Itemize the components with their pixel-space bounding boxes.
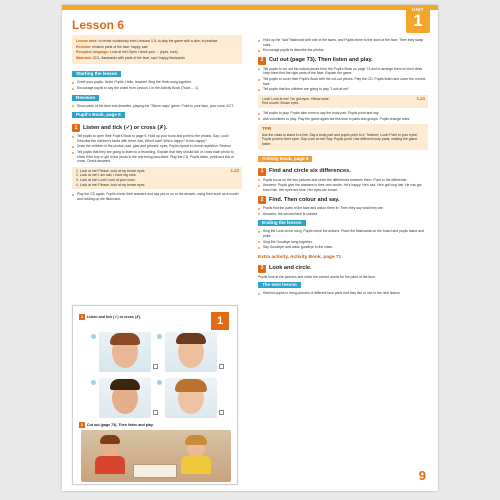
exercise-title: Listen and tick (✓) or cross (✗). — [83, 124, 168, 131]
bullet-item: Pupils find the parts of the face and colour them in. Then they say what they are. — [258, 206, 428, 211]
lesson-aims-box — [72, 35, 242, 64]
bullet-item: Encourage pupils to describe the photos. — [258, 48, 428, 53]
right-column — [258, 37, 428, 297]
page-number: 9 — [418, 468, 426, 483]
number-marker — [91, 334, 96, 339]
exercise-title: Look and circle. — [269, 265, 312, 272]
child-photo — [165, 378, 217, 418]
bullet-item: Tell pupils to play. Pupils take turns to say the body part. Pupils point and say. — [258, 111, 428, 116]
extra-activity-heading: Extra activity, Activity Book, page 71 — [258, 254, 342, 260]
bullet-item: Answers: the second face is colored. — [258, 212, 428, 217]
aim-line: Lesson aims: to revise vocabulary from Lessons 1-5; to play the game with a dice; to practise — [76, 39, 218, 43]
track-number: 1.23 — [230, 167, 239, 173]
answer-box — [153, 410, 158, 415]
exercise-heading — [258, 168, 428, 176]
bullet-item: Sing the Look at me song. Pupils mime the actions. Place the flashcards on the board and pupils stand and point. — [258, 229, 428, 238]
starting-lesson-heading: Starting the lesson — [72, 71, 121, 77]
thumbnail-mini-number: 1 — [81, 315, 83, 319]
answer-box — [153, 364, 158, 369]
child-body — [181, 456, 211, 474]
bullet-item: Tell pupils to cover their Pupil's Book with the cut-out pieces. Play the CD. Pupils listen and cover the correct face. — [258, 77, 428, 86]
thumbnail-mini-number: 2 — [81, 423, 83, 427]
tpr-heading: TPR — [262, 126, 272, 132]
left-column — [72, 17, 242, 202]
bullet-item: Tell pupils to open their Pupil's Book to page 9. Hold up your book and point to the photos. Say, Look! Describe the children's faces with them. Ask, Who's sad? Who's happy? Is this happy? — [72, 134, 242, 143]
bullet-item: Encourage pupils to say the chant from Lesson 1 in the Activity Book (Track ... 1). — [72, 86, 242, 91]
next-lesson-heading: The next lesson — [258, 282, 301, 288]
bullet-item: Play the CD again. Pupils check their answers and say yes or no to the answer, using their book as a model and holding up the flashcard. — [72, 192, 242, 201]
number-marker — [91, 380, 96, 385]
child-hair — [185, 435, 207, 445]
bullet-item: Pupils focus on the two pictures and circle the differences between them. Point to the difference. — [258, 178, 428, 183]
audioscript-line: Look! Look at me! I've got eyes. Yellow nose. — [262, 96, 330, 101]
top-color-bar — [62, 5, 438, 10]
bullet-item: Ask volunteers to play. Play the game again but this time in pairs and groups. Pupils change roles. — [258, 117, 428, 122]
bullet-item: Tell pupils that they are going to listen to a recording. Explain that they should tick or cross each photo to show if the boy or girl in the photo is the one being described. Play the CD. Pupils listen, point and tick or cross. Check answers. — [72, 150, 242, 164]
pupils-book-thumbnail — [72, 305, 238, 485]
thumbnail-instruction-1: 1 Listen and tick (✓) or cross (✗). — [81, 315, 142, 319]
track-number: 1.24 — [416, 95, 425, 101]
child-photo — [165, 332, 217, 372]
game-cards — [133, 464, 177, 478]
exercise-heading — [258, 57, 428, 65]
aim-line: Receptive language: Look at me! Open / close your ... (eyes, ears) — [76, 50, 178, 55]
exercise-text: Pupils look at the pictures and circle the correct words for the parts of the face. — [258, 274, 376, 279]
bullet-item: Show parts of the face and describe, playing the "Simon says" game. Point to your face, your nose, ACT. — [72, 104, 242, 109]
bullet-item: Answers: Pupils give the answers in their own words. He's happy. He's sad. He's got long hair. He has got short hair. Her eyes are blue. Her eyes are brown. — [258, 183, 428, 192]
unit-label: UNIT — [412, 7, 424, 12]
audioscript-box — [72, 167, 242, 189]
unit-badge — [406, 5, 430, 33]
exercise-number: 2 — [258, 57, 266, 65]
activity-book-heading: Activity Book, page 9 — [258, 156, 312, 162]
audioscript-line: 3. Look at me! Look! Look at your nose. — [76, 177, 136, 182]
bullet-item: Hold up the "sad" flashcard with one of the faces, and Pupils mime to the word of the face. Then they swap roles. — [258, 38, 428, 47]
bullet-item: Greet your pupils. Hello! Pupils, Hello, teacher! Sing the Hello song together. — [72, 80, 242, 85]
child-photo — [99, 332, 151, 372]
exercise-number: 3 — [258, 265, 266, 273]
bullet-item: Remind pupils to bring pictures of different face parts that they like to use in the next lesson. — [258, 291, 428, 296]
ending-lesson-heading: Ending the lesson — [258, 220, 306, 226]
exercise-title: Find. Then colour and say. — [269, 196, 340, 203]
exercise-title: Find and circle six differences. — [269, 168, 351, 174]
child-hair — [176, 333, 206, 344]
answer-box — [219, 410, 224, 415]
child-hair — [100, 435, 120, 444]
pupils-book-heading: Pupil's Book, page 9 — [72, 112, 125, 118]
exercise-heading — [258, 196, 428, 204]
aim-line: Revision: revision parts of the face; happy, sad — [76, 44, 148, 49]
exercise-number: 1 — [258, 168, 266, 176]
tpr-box — [258, 124, 428, 149]
revision-heading: Revision — [72, 95, 99, 101]
unit-number: 1 — [413, 11, 423, 30]
answer-box — [219, 364, 224, 369]
child-hair — [175, 379, 207, 392]
child-hair — [110, 333, 140, 345]
thumbnail-exercise-number: 1 — [211, 312, 229, 330]
child-hair — [110, 379, 140, 390]
exercise-number: 2 — [258, 196, 266, 204]
bullet-item: Draw the children in the photos; sad, glad and grinned, eyes, Pupils repeat in choral repetition. Review. — [72, 144, 242, 149]
exercise-number: 1 — [72, 124, 80, 132]
tpr-text: Ask the class to stand in a line. Say a body part and pupils point to it. Teacher: Look! Point to your eyes! Pupils point to their eyes. Say Look at me! Say: Pupils point. Use different body parts, making the game faster. — [262, 132, 418, 146]
child-photo — [99, 378, 151, 418]
exercise-title: Cut out (page 73). Then listen and play. — [269, 57, 373, 64]
bullet-item: Say Goodbye! and wave goodbye to the class. — [258, 245, 428, 250]
audioscript-line: Red mouth. Brown eyes. — [262, 101, 300, 106]
bullet-item: Sing the Goodbye song together. — [258, 240, 428, 245]
textbook-page — [62, 5, 438, 491]
audioscript-line: 2. Look at me! I am sad, I have big ears. — [76, 173, 137, 178]
audioscript-line: 4. Look at me! Please, look at my brown eyes. — [76, 182, 146, 187]
bullet-item: Tell pupils that the children are going to play "Look at me". — [258, 87, 428, 92]
bullet-item: Tell pupils to cut out the cutout pieces from the Pupil's Book on page 73 and to arrange them on their desk. Help them find the right parts of the face. Explain the game. — [258, 67, 428, 76]
thumbnail-instruction-2: 2 Cut out (page 73). Then listen and play. — [81, 423, 154, 427]
audioscript-box — [258, 95, 428, 108]
number-marker — [157, 334, 162, 339]
exercise-heading — [72, 124, 242, 132]
audioscript-line: 1. Look at me! Please, look at my brown eyes. — [76, 168, 146, 173]
child-body — [95, 456, 125, 474]
exercise-heading — [258, 265, 428, 273]
lesson-title: Lesson 6 — [72, 18, 125, 32]
children-playing-photo — [81, 430, 231, 482]
number-marker — [157, 380, 162, 385]
aim-line: Materials: CD1, flashcards with parts of the face, sad / happy flashcards — [76, 55, 185, 60]
